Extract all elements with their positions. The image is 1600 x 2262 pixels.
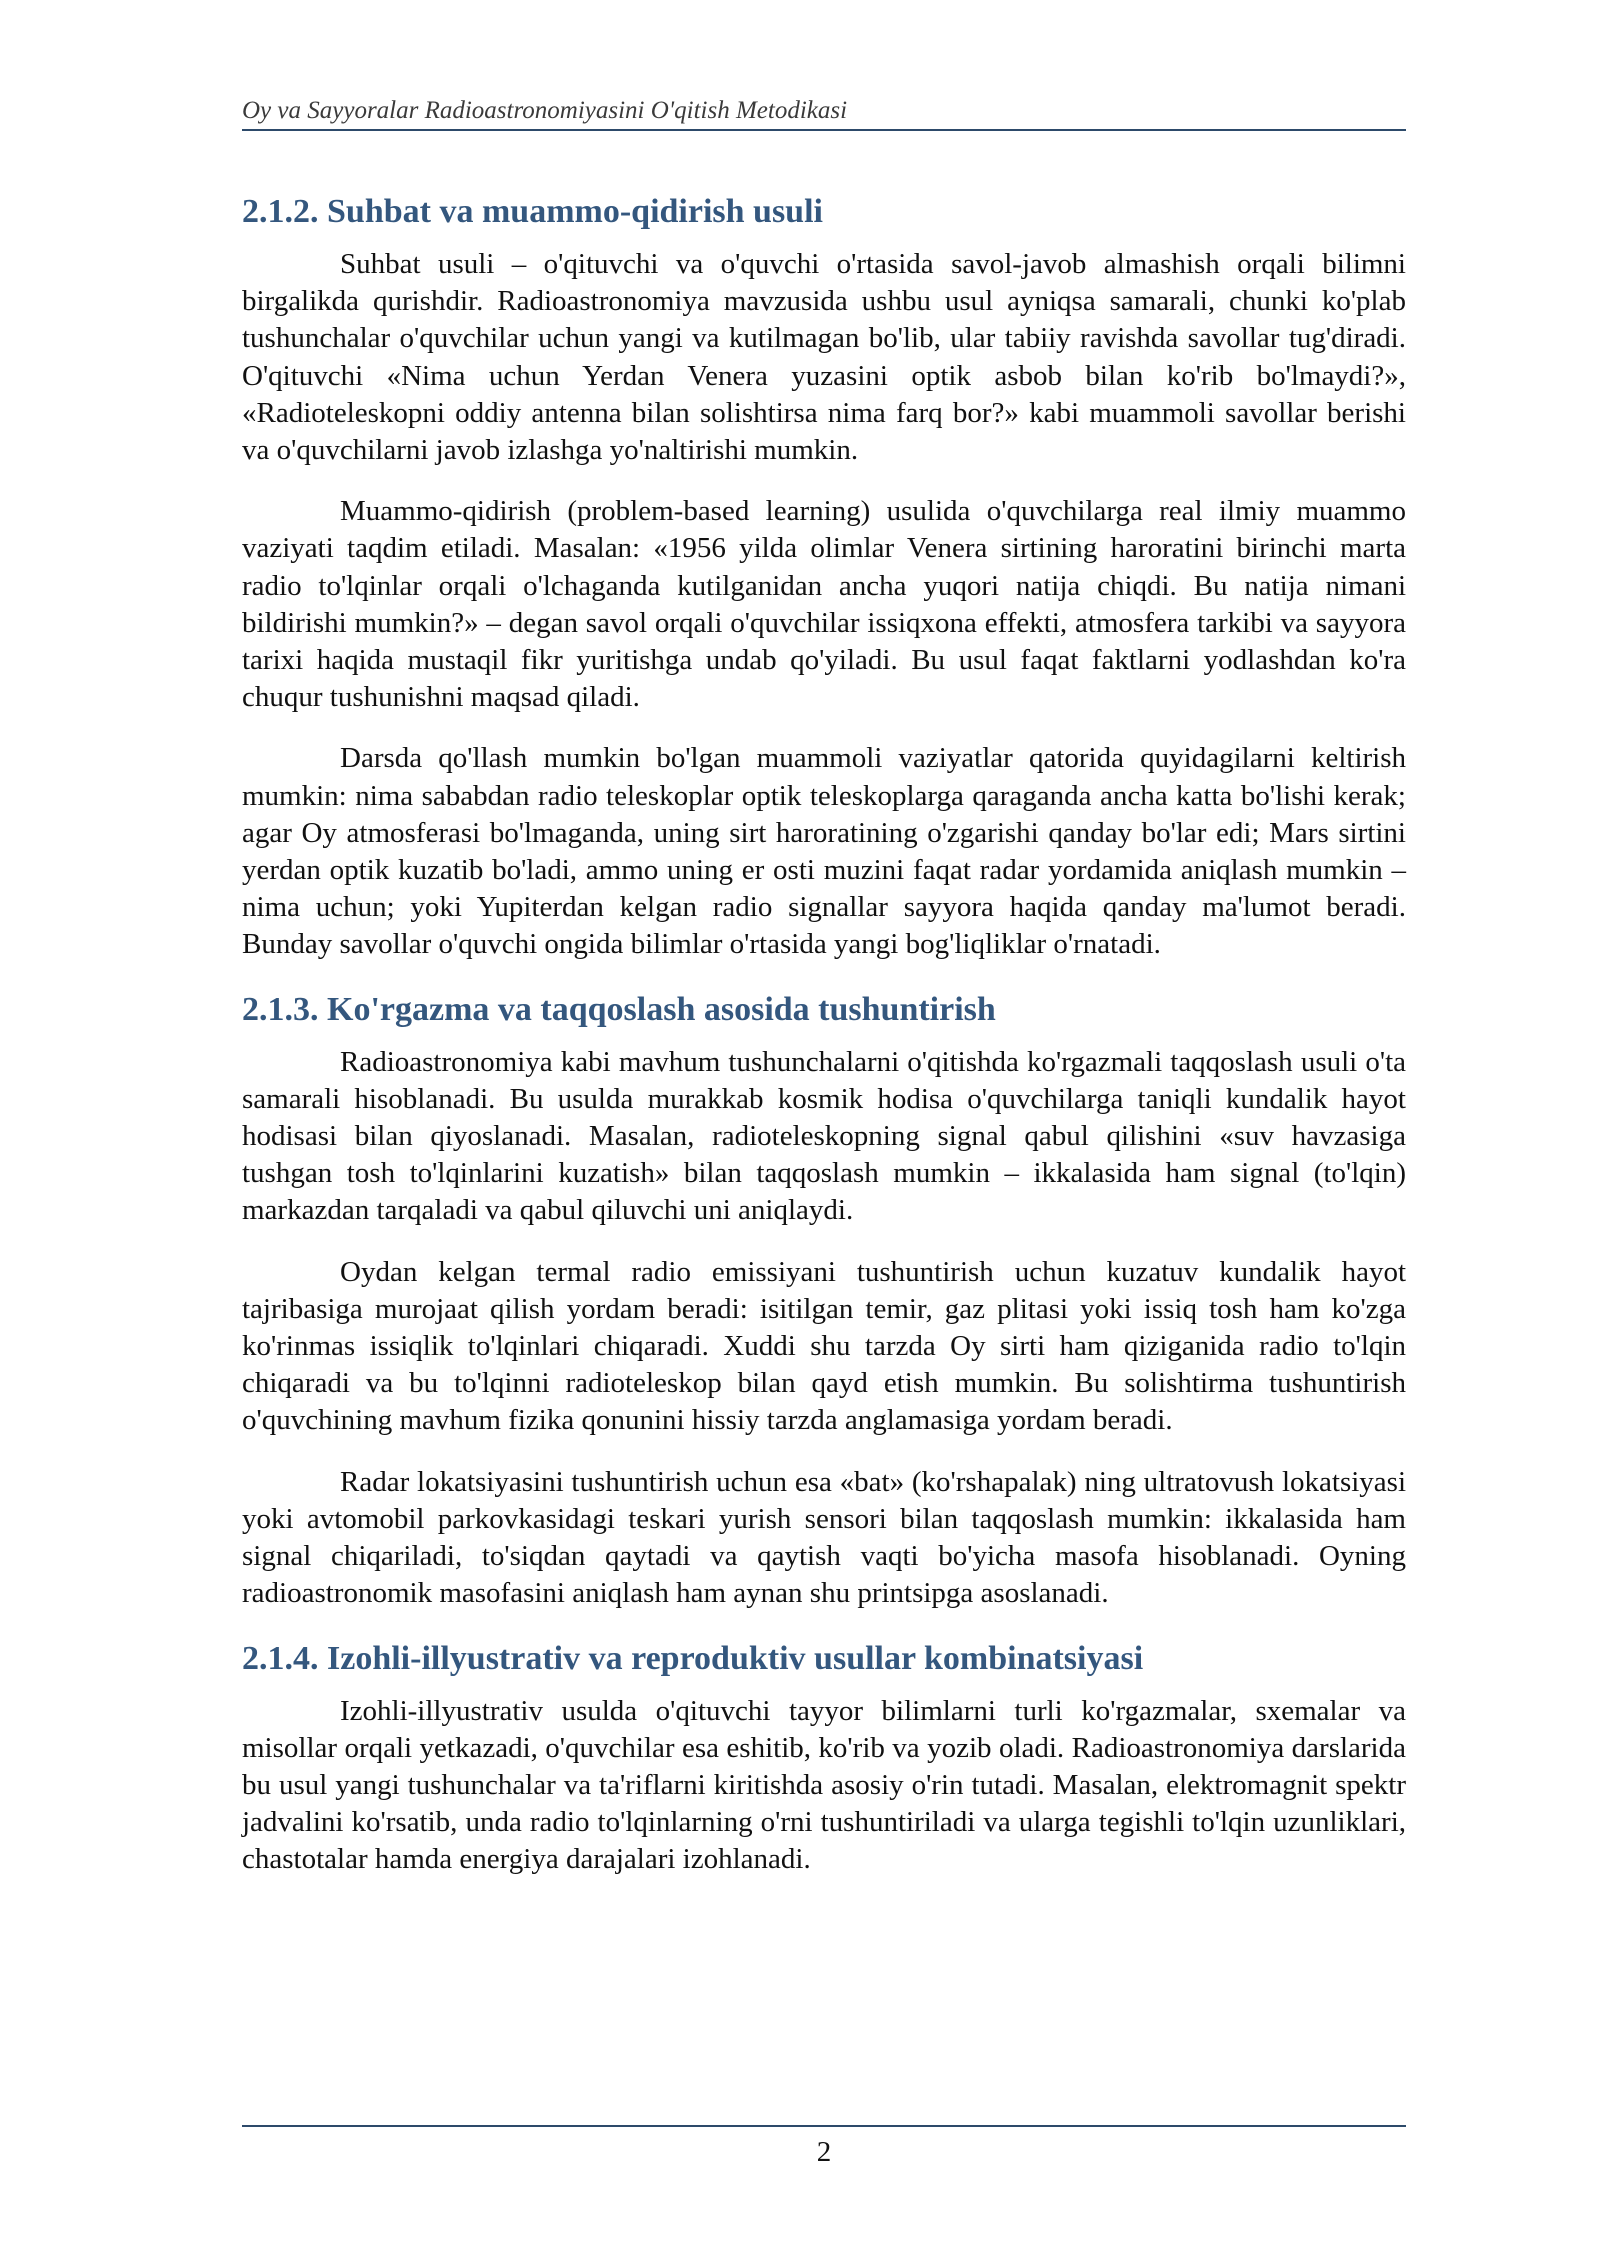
running-header: Oy va Sayyoralar Radioastronomiyasini O'qitish Metodikasi	[242, 97, 848, 124]
section-2-1-2	[242, 190, 1406, 964]
section-heading: 2.1.2. Suhbat va muammo-qidirish usuli	[242, 193, 823, 230]
paragraph: Oydan kelgan termal radio emissiyani tushuntirish uchun kuzatuv kundalik hayot tajribasiga murojaat qilish yordam beradi: isitilgan temir, gaz plitasi yoki issiq tosh ham ko'zga ko'rinmas issiqlik to'lqinlari chiqaradi. Xuddi shu tarzda Oy sirti ham qiziganida radio to'lqin chiqaradi va bu to'lqinni radioteleskop bilan qayd etish mumkin. Bu solishtirma tushuntirish o'quvchining mavhum fizika qonunini hissiy tarzda anglamasiga yordam beradi.	[242, 1255, 1406, 1437]
paragraph: Radioastronomiya kabi mavhum tushunchalarni o'qitishda ko'rgazmali taqqoslash usuli o'ta samarali hisoblanadi. Bu usulda murakkab kosmik hodisa o'quvchilarga taniqli kundalik hayot hodisasi bilan qiyoslanadi. Masalan, radioteleskopning signal qabul qilishini «suv havzasiga tushgan tosh to'lqinlarini kuzatish» bilan taqqoslash mumkin – ikkalasida ham signal (to'lqin) markazdan tarqaladi va qabul qiluvchi uni aniqlaydi.	[242, 1045, 1406, 1227]
section-2-1-3	[242, 988, 1406, 1613]
section-heading: 2.1.3. Ko'rgazma va taqqoslash asosida tushuntirish	[242, 990, 996, 1028]
paragraph: Izohli-illyustrativ usulda o'qituvchi tayyor bilimlarni turli ko'rgazmalar, sxemalar va misollar orqali yetkazadi, o'quvchilar esa eshitib, ko'rib va yozib oladi. Radioastronomiya darslarida bu usul yangi tushunchalar va ta'riflarni kiritishda asosiy o'rin tutadi. Masalan, elektromagnit spektr jadvalini ko'rsatib, unda radio to'lqinlarning o'rni tushuntiriladi va ularga tegishli to'lqin uzunliklari, chastotalar hamda energiya darajalari izohlanadi.	[242, 1694, 1406, 1876]
page-content	[242, 190, 1406, 1903]
paragraph: Radar lokatsiyasini tushuntirish uchun esa «bat» (ko'rshapalak) ning ultratovush lokatsiyasi yoki avtomobil parkovkasidagi teskari yurish sensori bilan taqqoslash mumkin: ikkalasida ham signal chiqariladi, to'siqdan qaytadi va qaytish vaqti bo'yicha masofa hisoblanadi. Oyning radioastronomik masofasini aniqlash ham aynan shu printsipga asoslanadi.	[242, 1465, 1406, 1610]
footer-rule	[242, 2125, 1406, 2127]
page-number: 2	[816, 2136, 832, 2168]
header-rule	[242, 129, 1406, 131]
paragraph: Darsda qo'llash mumkin bo'lgan muammoli vaziyatlar qatorida quyidagilarni keltirish mumkin: nima sababdan radio teleskoplar optik teleskoplarga qaraganda ancha katta bo'lishi kerak; agar Oy atmosferasi bo'lmaganda, uning sirt haroratining o'zgarishi qanday bo'lar edi; Mars sirtini yerdan optik kuzatib bo'ladi, ammo uning er osti muzini faqat radar yordamida aniqlash mumkin – nima uchun; yoki Yupiterdan kelgan radio signallar sayyora haqida qanday ma'lumot beradi. Bunday savollar o'quvchi ongida bilimlar o'rtasida yangi bog'liqliklar o'rnatadi.	[242, 742, 1406, 961]
paragraph: Muammo-qidirish (problem-based learning) usulida o'quvchilarga real ilmiy muammo vaziyati taqdim etiladi. Masalan: «1956 yilda olimlar Venera sirtining haroratini birinchi marta radio to'lqinlar orqali o'lchaganda kutilganidan ancha yuqori natija chiqdi. Bu natija nimani bildirishi mumkin?» – degan savol orqali o'quvchilar issiqxona effekti, atmosfera tarkibi va sayyora tarixi haqida mustaqil fikr yuritishga undab qo'yiladi. Bu usul faqat faktlarni yodlashdan ko'ra chuqur tushunishni maqsad qiladi.	[242, 495, 1406, 714]
section-heading: 2.1.4. Izohli-illyustrativ va reproduktiv usullar kombinatsiyasi	[242, 1639, 1144, 1677]
paragraph: Suhbat usuli – o'qituvchi va o'quvchi o'rtasida savol-javob almashish orqali bilimni birgalikda qurishdir. Radioastronomiya mavzusida ushbu usul ayniqsa samarali, chunki ko'plab tushunchalar o'quvchilar uchun yangi va kutilmagan bo'lib, ular tabiiy ravishda savollar tug'diradi. O'qituvchi «Nima uchun Yerdan Venera yuzasini optik asbob bilan ko'rib bo'lmaydi?», «Radioteleskopni oddiy antenna bilan solishtirsa nima farq bor?» kabi muammoli savollar berishi va o'quvchilarni javob izlashga yo'naltirishi mumkin.	[242, 248, 1406, 467]
section-2-1-4	[242, 1637, 1406, 1879]
